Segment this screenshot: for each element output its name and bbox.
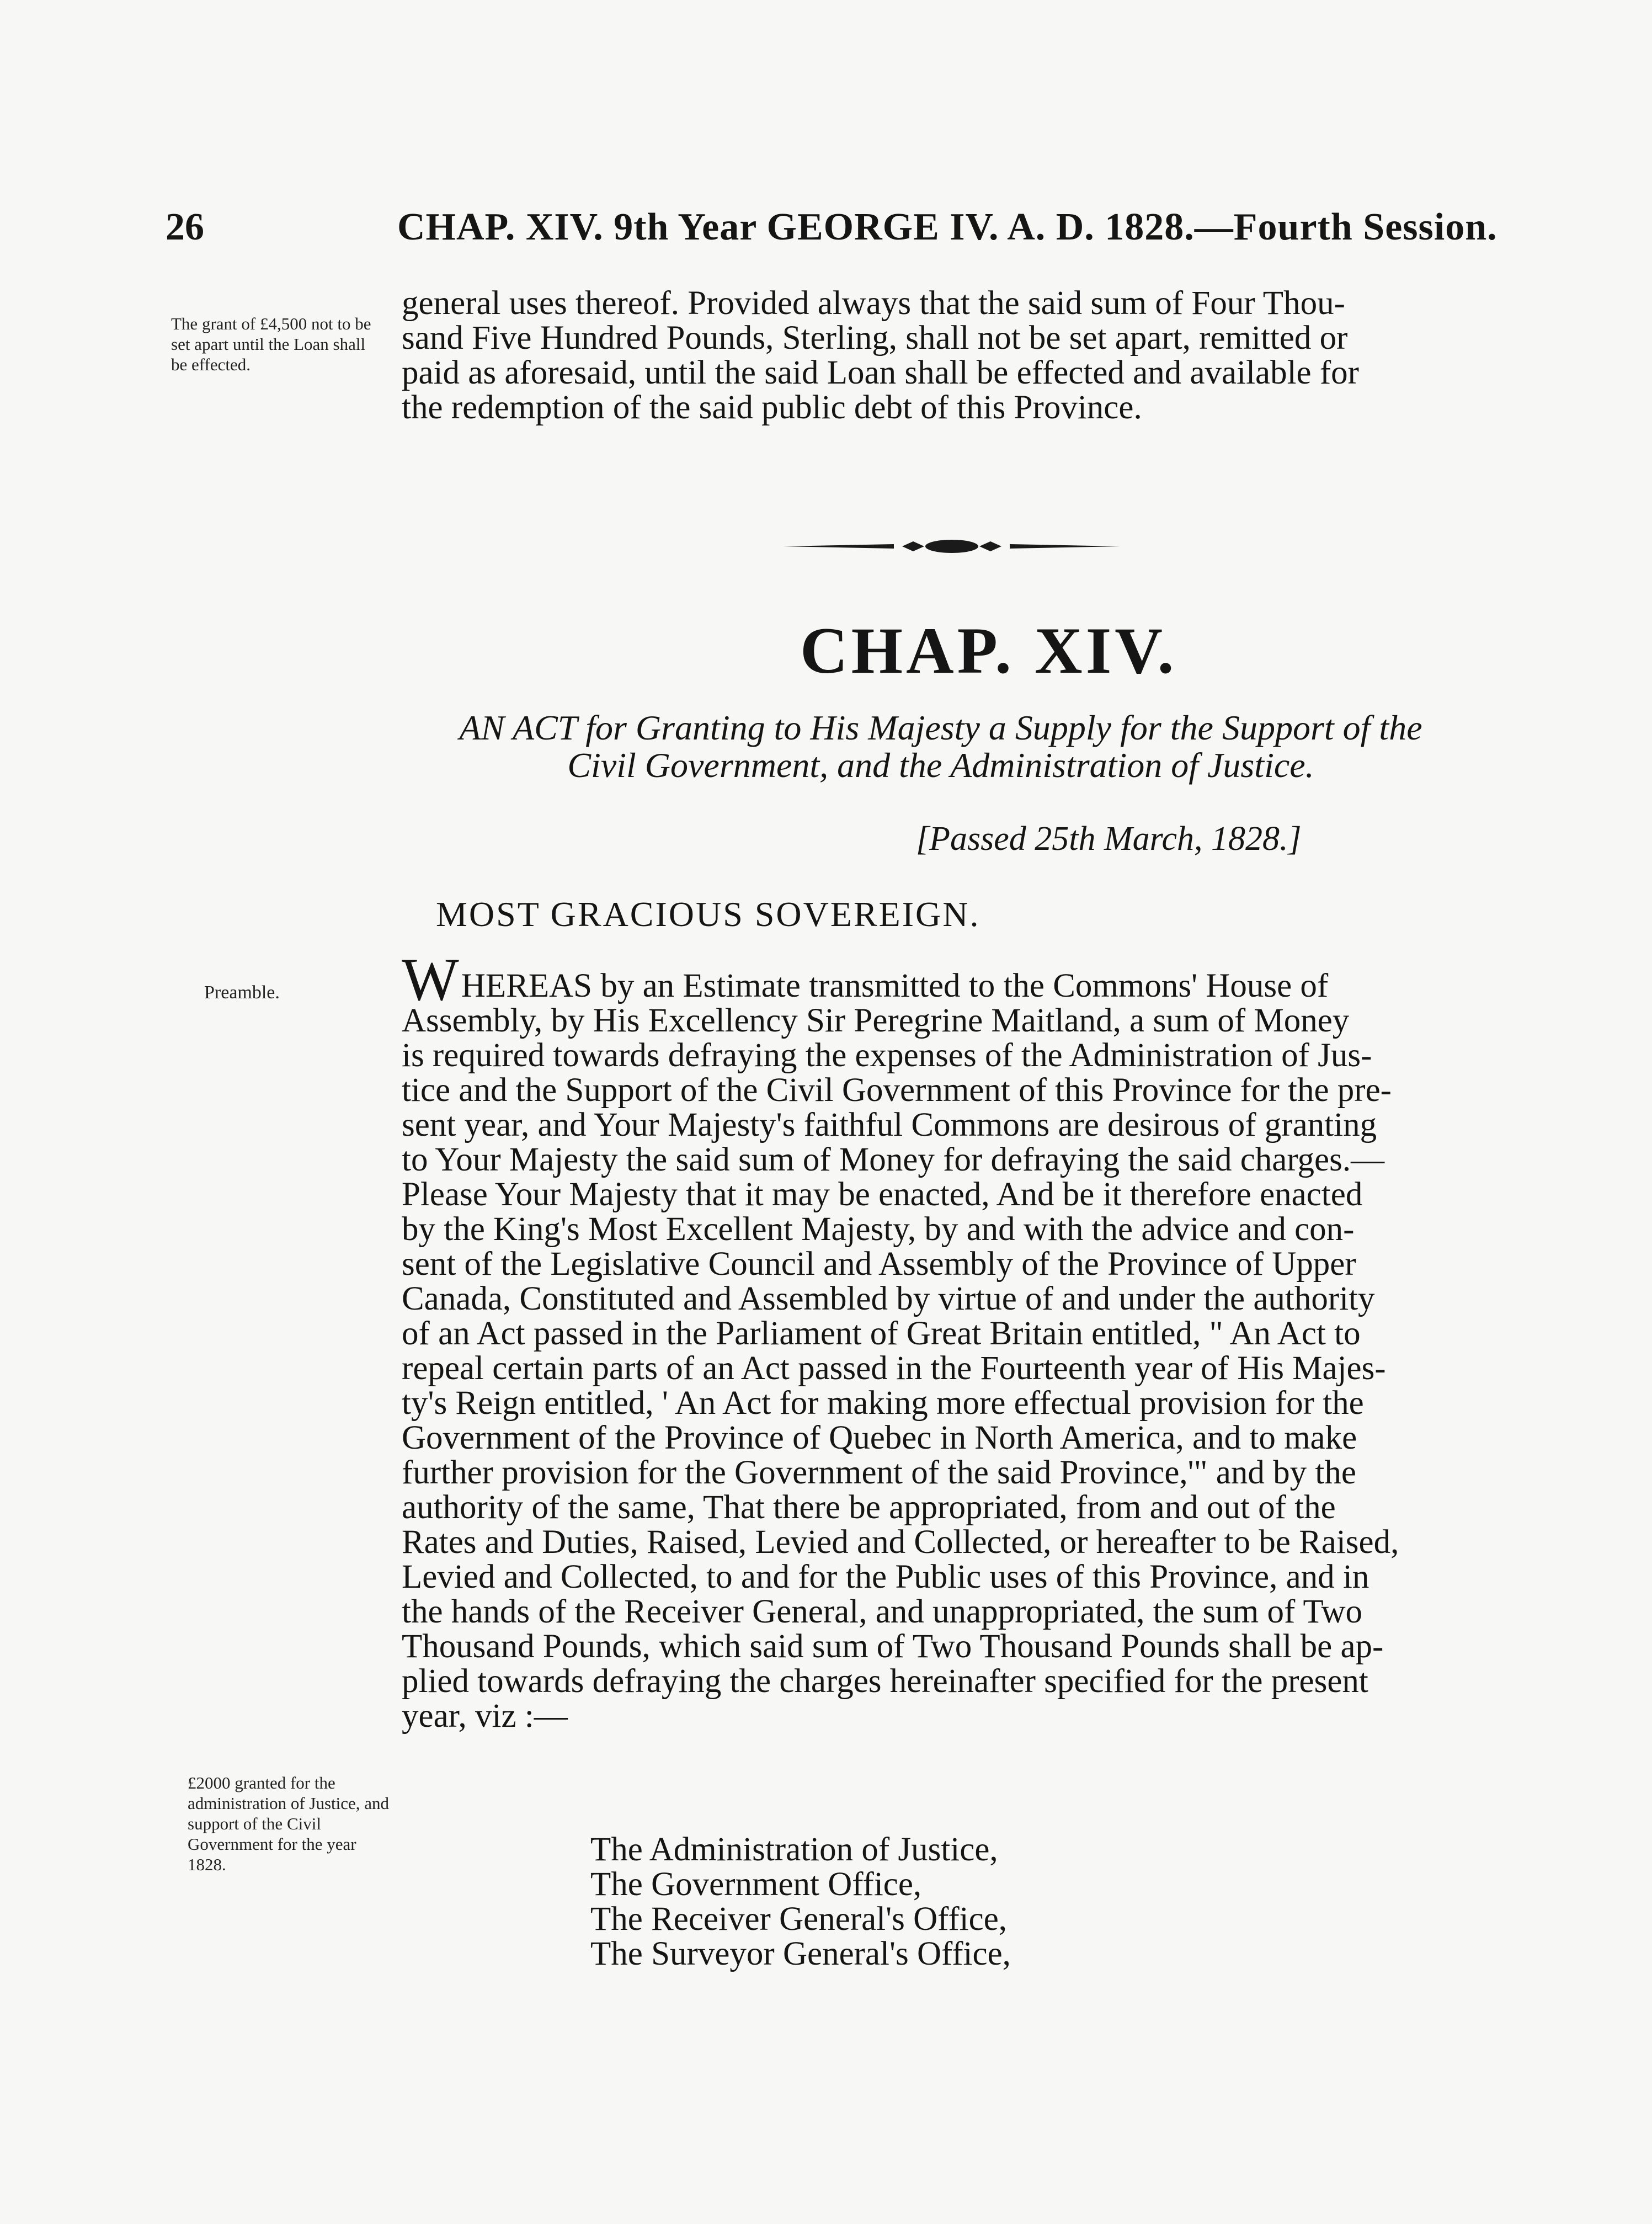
list-item: The Administration of Justice, <box>590 1831 998 1868</box>
text-line: sent year, and Your Majesty's faithful Commons are desirous of granting <box>402 1106 1377 1143</box>
text-line: Please Your Majesty that it may be enacted, And be it therefore enacted <box>402 1176 1363 1213</box>
text-line: further provision for the Government of the said Province,'" and by the <box>402 1454 1356 1491</box>
text-line: paid as aforesaid, until the said Loan shall be effected and available for <box>402 354 1359 391</box>
margin-note-2000-grant: £2000 granted for the administration of Justice, and support of the Civil Government for the year 1828. <box>188 1773 390 1874</box>
preamble-paragraph <box>402 946 1522 1734</box>
text-line: year, viz :— <box>402 1698 568 1734</box>
text-line: the hands of the Receiver General, and unappropriated, the sum of Two <box>402 1593 1363 1630</box>
page-header <box>166 205 1517 255</box>
text-line: authority of the same, That there be appropriated, from and out of the <box>402 1489 1336 1526</box>
act-title <box>403 709 1479 784</box>
running-head: CHAP. XIV. 9th Year GEORGE IV. A. D. 1828.—Fourth Session. <box>397 206 1498 248</box>
margin-note-preamble: Preamble. <box>204 982 280 1003</box>
office-list <box>590 1832 1011 1971</box>
text-line: WHEREAS by an Estimate transmitted to the Commons' House of <box>402 946 1329 1013</box>
text-line: tice and the Support of the Civil Government of this Province for the pre- <box>402 1072 1392 1109</box>
text-line: sand Five Hundred Pounds, Sterling, shall not be set apart, remitted or <box>402 320 1348 357</box>
salutation: MOST GRACIOUS SOVEREIGN. <box>436 895 980 934</box>
list-item: The Receiver General's Office, <box>590 1901 1008 1938</box>
act-title-line-2: Civil Government, and the Administration of Justice. <box>567 746 1314 785</box>
drop-cap: W <box>402 946 459 1013</box>
text-line: to Your Majesty the said sum of Money for defraying the said charges.— <box>402 1141 1385 1178</box>
text-line: sent of the Legislative Council and Assembly of the Province of Upper <box>402 1246 1356 1283</box>
text-line: Government of the Province of Quebec in North America, and to make <box>402 1419 1357 1456</box>
text-line: ty's Reign entitled, ' An Act for making more effectual provision for the <box>402 1385 1364 1422</box>
list-item: The Surveyor General's Office, <box>590 1935 1011 1972</box>
continuation-paragraph <box>402 286 1516 425</box>
text-line: Canada, Constituted and Assembled by virtue of and under the authority <box>402 1280 1375 1317</box>
act-title-line-1: AN ACT for Granting to His Majesty a Supply for the Support of the <box>459 708 1422 747</box>
ornament-divider <box>784 538 1120 555</box>
text-line: Thousand Pounds, which said sum of Two Thousand Pounds shall be ap- <box>402 1628 1384 1665</box>
text-line: Levied and Collected, to and for the Public uses of this Province, and in <box>402 1558 1369 1595</box>
margin-note-grant: The grant of £4,500 not to be set apart until the Loan shall be effected. <box>171 314 371 374</box>
text-line: the redemption of the said public debt of this Province. <box>402 389 1142 426</box>
text-line: by the King's Most Excellent Majesty, by and with the advice and con- <box>402 1211 1355 1248</box>
text-line: Assembly, by His Excellency Sir Peregrine Maitland, a sum of Money <box>402 1002 1350 1039</box>
list-item: The Government Office, <box>590 1866 922 1903</box>
text-line: Rates and Duties, Raised, Levied and Collected, or hereafter to be Raised, <box>402 1524 1399 1561</box>
text-line: repeal certain parts of an Act passed in the Fourteenth year of His Majes- <box>402 1350 1386 1387</box>
text-line: general uses thereof. Provided always that the said sum of Four Thou- <box>402 285 1345 322</box>
text-line: is required towards defraying the expenses of the Administration of Jus- <box>402 1037 1372 1074</box>
page-number: 26 <box>166 206 204 248</box>
text-line: of an Act passed in the Parliament of Great Britain entitled, " An Act to <box>402 1315 1361 1352</box>
chapter-title: CHAP. XIV. <box>800 614 1177 687</box>
text-line: plied towards defraying the charges hereinafter specified for the present <box>402 1663 1368 1700</box>
passed-date: [Passed 25th March, 1828.] <box>916 820 1302 858</box>
